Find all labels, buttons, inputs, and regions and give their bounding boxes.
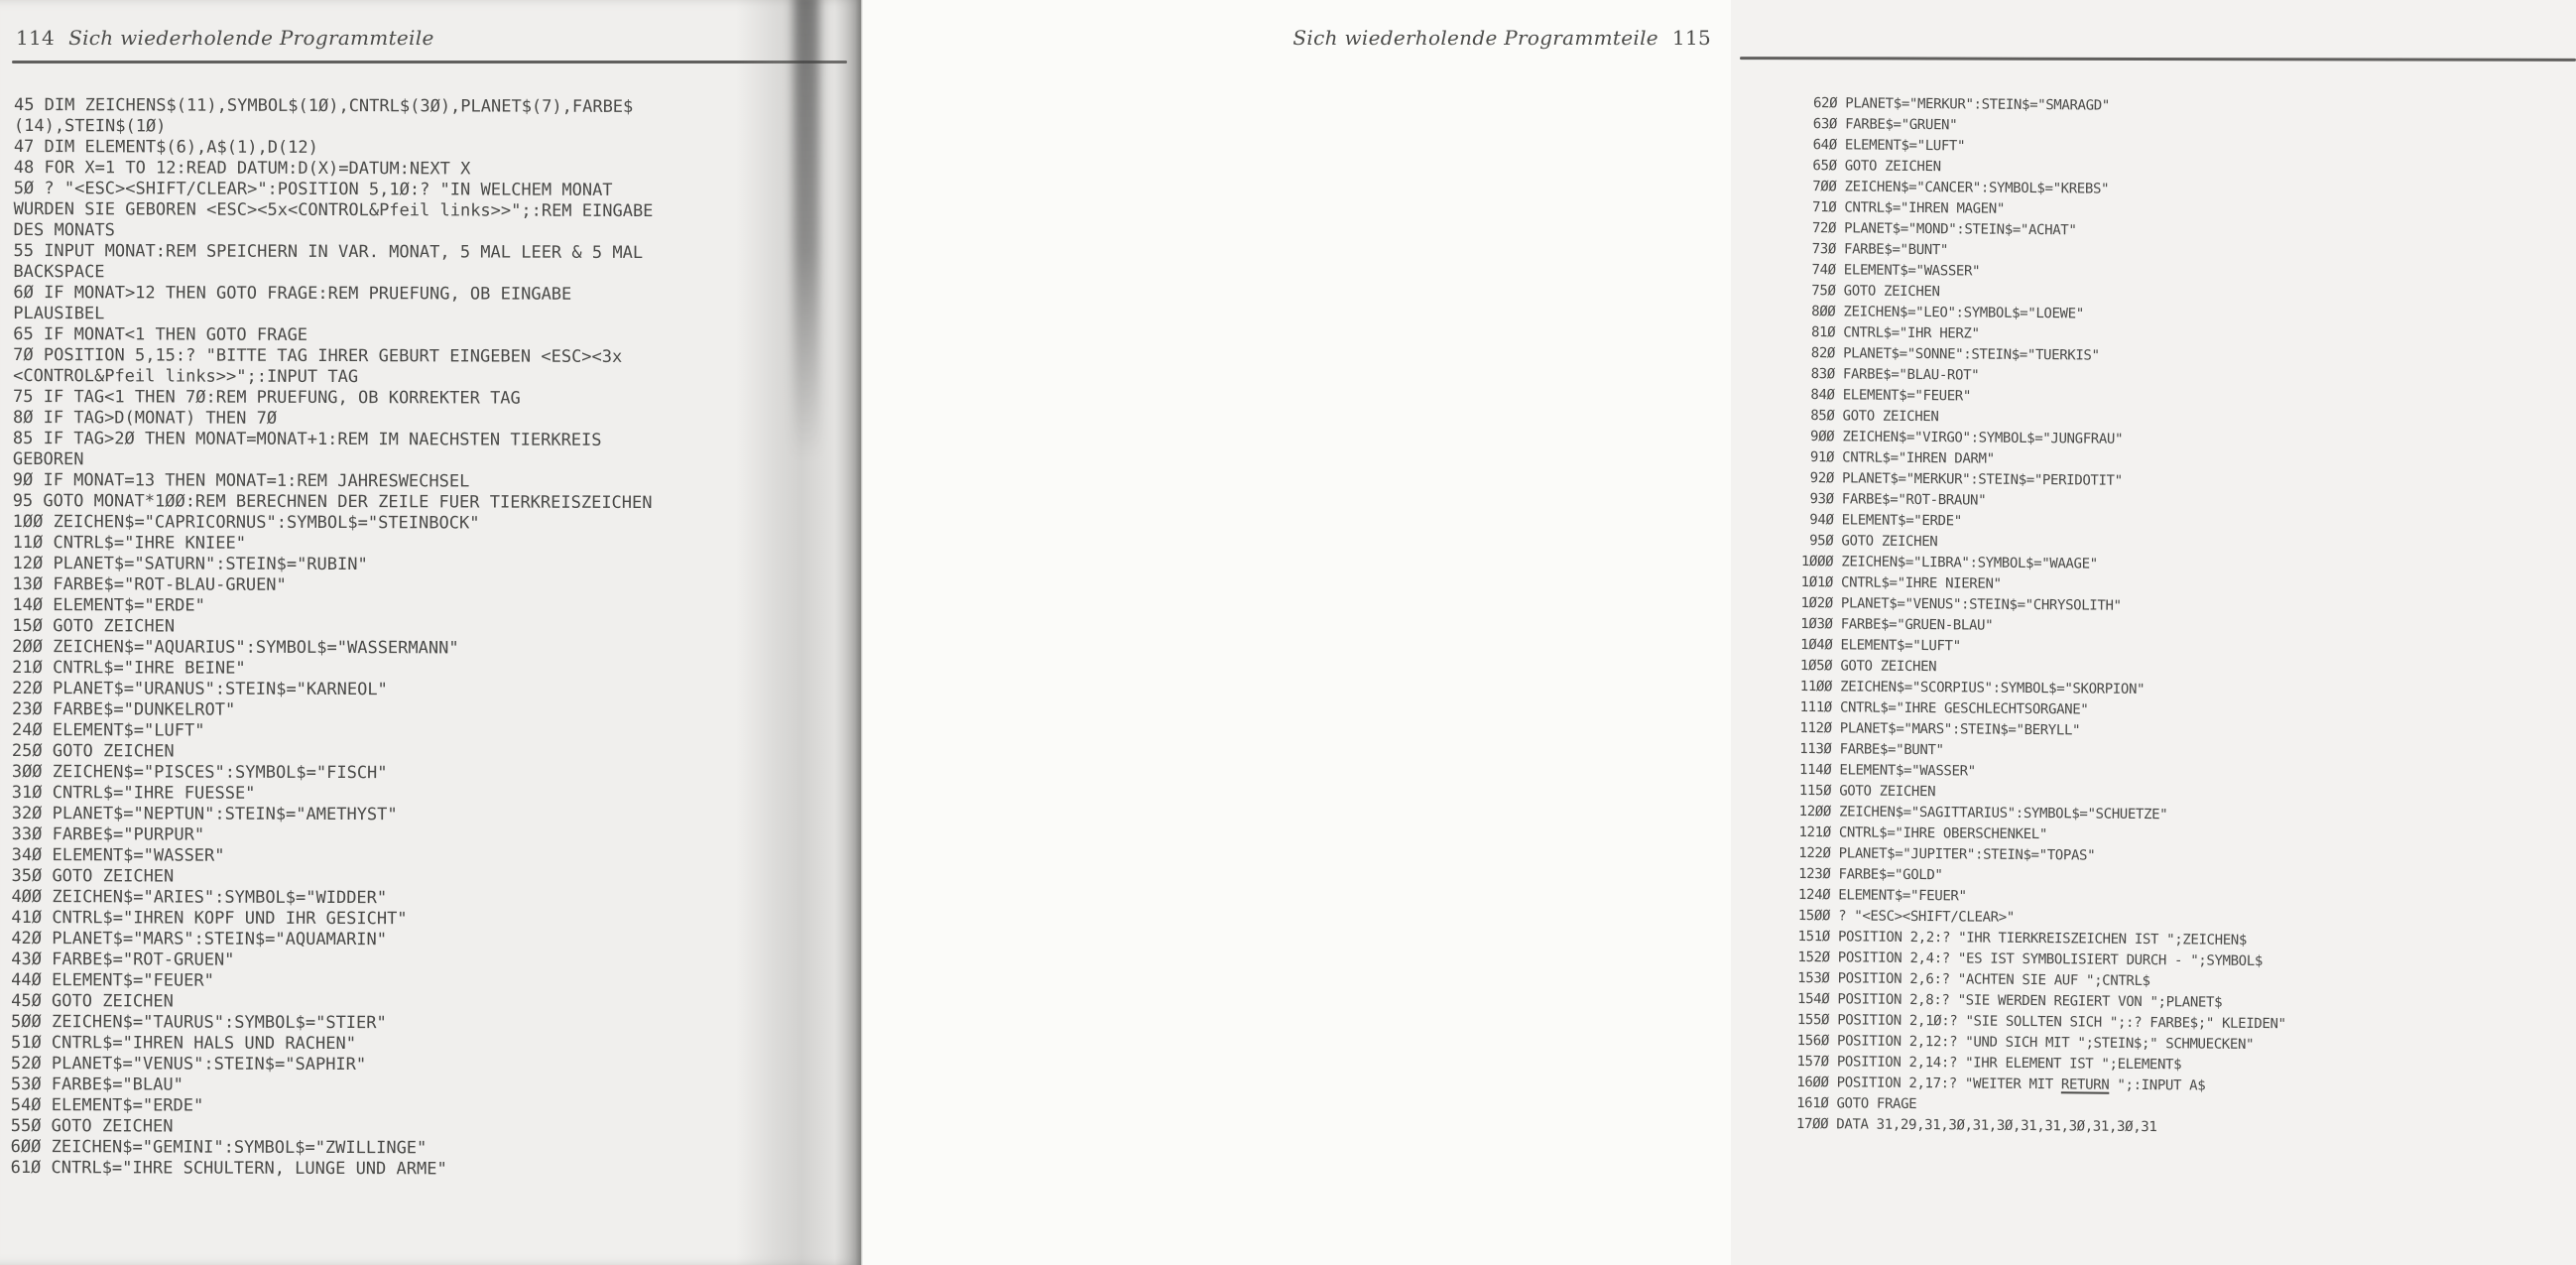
left-section-title: Sich wiederholende Programmteile xyxy=(68,26,434,50)
right-page xyxy=(861,0,2286,1265)
code-line: 12Ø PLANET$="SATURN":STEIN$="RUBIN" xyxy=(12,553,368,575)
code-line: 45 DIM ZEICHENS$(11),SYMBOL$(1Ø),CNTRL$(3Ø),PLANET$(7),FARBE$ xyxy=(13,95,634,117)
right-header-rule xyxy=(1740,57,2576,62)
left-page xyxy=(0,0,861,1265)
code-line: 71Ø CNTRL$="IHREN MAGEN" xyxy=(1803,198,2006,217)
code-line: 114Ø ELEMENT$="WASSER" xyxy=(1798,761,1976,780)
code-line: 121Ø CNTRL$="IHRE OBERSCHENKEL" xyxy=(1798,823,2048,843)
code-line: 45Ø GOTO ZEICHEN xyxy=(11,990,174,1012)
code-line: 1Ø2Ø PLANET$="VENUS":STEIN$="CHRYSOLITH" xyxy=(1800,594,2122,614)
right-section-title: Sich wiederholende Programmteile xyxy=(1292,26,1658,50)
code-line: 21Ø CNTRL$="IHRE BEINE" xyxy=(12,657,246,679)
code-line: 152Ø POSITION 2,4:? "ES IST SYMBOLISIERT DURCH - ";SYMBOL$ xyxy=(1797,949,2264,970)
code-line: WURDEN SIE GEBOREN <ESC><5x<CONTROL&Pfeil links>>";:REM EINGABE xyxy=(13,198,654,222)
code-line: GEBOREN xyxy=(12,448,84,470)
code-line: 25Ø GOTO ZEICHEN xyxy=(11,740,175,762)
code-line: 93Ø FARBE$="ROT-BRAUN" xyxy=(1801,490,1987,509)
code-line: 41Ø CNTRL$="IHREN KOPF UND IHR GESICHT" xyxy=(11,907,408,930)
code-line: 11ØØ ZEICHEN$="SCORPIUS":SYMBOL$="SKORPION" xyxy=(1799,678,2146,698)
code-line: 65 IF MONAT<1 THEN GOTO FRAGE xyxy=(13,323,308,345)
code-line: 82Ø PLANET$="SONNE":STEIN$="TUERKIS" xyxy=(1802,344,2100,364)
code-line: 81Ø CNTRL$="IHR HERZ" xyxy=(1802,323,1980,342)
code-line: 13Ø FARBE$="ROT-BLAU-GRUEN" xyxy=(12,573,287,595)
code-line: 151Ø POSITION 2,2:? "IHR TIERKREISZEICHEN IST ";ZEICHEN$ xyxy=(1797,928,2248,949)
code-line: 6Ø IF MONAT>12 THEN GOTO FRAGE:REM PRUEFUNG, OB EINGABE xyxy=(13,282,572,305)
code-line: 5Ø ? "<ESC><SHIFT/CLEAR>":POSITION 5,1Ø:? "IN WELCHEM MONAT xyxy=(13,178,613,200)
code-line: 5ØØ ZEICHEN$="TAURUS":SYMBOL$="STIER" xyxy=(11,1011,387,1034)
code-line: 9ØØ ZEICHEN$="VIRGO":SYMBOL$="JUNGFRAU" xyxy=(1801,428,2124,447)
code-line: 9Ø IF MONAT=13 THEN MONAT=1:REM JAHRESWECHSEL xyxy=(12,469,470,492)
code-line: 61Ø CNTRL$="IHRE SCHULTERN, LUNGE UND ARME" xyxy=(10,1157,447,1180)
left-header-rule xyxy=(12,61,847,63)
code-line: 35Ø GOTO ZEICHEN xyxy=(11,865,175,887)
code-line: 51Ø CNTRL$="IHREN HALS UND RACHEN" xyxy=(10,1032,357,1055)
code-line: 85Ø GOTO ZEICHEN xyxy=(1802,407,1939,426)
code-line: 33Ø FARBE$="PURPUR" xyxy=(11,823,205,845)
code-line: DES MONATS xyxy=(13,219,115,241)
code-line: 43Ø FARBE$="ROT-GRUEN" xyxy=(11,949,235,970)
code-line: 95Ø GOTO ZEICHEN xyxy=(1800,532,1938,551)
code-line: 63Ø FARBE$="GRUEN" xyxy=(1804,115,1958,134)
code-line: 2ØØ ZEICHEN$="AQUARIUS":SYMBOL$="WASSERMANN" xyxy=(12,636,459,659)
left-code-listing xyxy=(11,95,654,1181)
code-line: 15Ø GOTO ZEICHEN xyxy=(12,615,176,637)
code-line: 111Ø CNTRL$="IHRE GESCHLECHTSORGANE" xyxy=(1799,698,2089,718)
code-line: 74Ø ELEMENT$="WASSER" xyxy=(1803,261,1981,280)
code-line: 55Ø GOTO ZEICHEN xyxy=(10,1115,174,1137)
code-line: 3ØØ ZEICHEN$="PISCES":SYMBOL$="FISCH" xyxy=(11,761,388,784)
code-line: 11Ø CNTRL$="IHRE KNIEE" xyxy=(12,532,247,554)
code-line: 53Ø FARBE$="BLAU" xyxy=(10,1074,184,1095)
code-line: 95 GOTO MONAT*1ØØ:REM BERECHNEN DER ZEILE FUER TIERKREISZEICHEN xyxy=(12,490,653,514)
code-line: 156Ø POSITION 2,12:? "UND SICH MIT ";STEIN$;" SCHMUECKEN" xyxy=(1796,1032,2255,1053)
right-page-header xyxy=(1292,26,1711,50)
code-line: 1Ø4Ø ELEMENT$="LUFT" xyxy=(1800,636,1961,655)
code-line: 92Ø PLANET$="MERKUR":STEIN$="PERIDOTIT" xyxy=(1801,469,2123,489)
code-line: 8ØØ ZEICHEN$="LEO":SYMBOL$="LOEWE" xyxy=(1803,303,2084,322)
code-line: 42Ø PLANET$="MARS":STEIN$="AQUAMARIN" xyxy=(11,928,388,950)
code-line: 16ØØ POSITION 2,17:? "WEITER MIT RETURN ";:INPUT A$ xyxy=(1796,1074,2206,1094)
code-line: 24Ø ELEMENT$="LUFT" xyxy=(11,719,205,741)
code-line: 113Ø FARBE$="BUNT" xyxy=(1799,740,1944,759)
code-line: 1Ø1Ø CNTRL$="IHRE NIEREN" xyxy=(1800,573,2002,592)
code-line: 1ØØ ZEICHEN$="CAPRICORNUS":SYMBOL$="STEINBOCK" xyxy=(12,511,480,534)
code-line: 73Ø FARBE$="BUNT" xyxy=(1803,240,1949,259)
code-line: 75Ø GOTO ZEICHEN xyxy=(1803,282,1940,301)
code-line: 32Ø PLANET$="NEPTUN":STEIN$="AMETHYST" xyxy=(11,803,398,825)
right-code-listing xyxy=(1796,93,2294,1139)
code-line: 34Ø ELEMENT$="WASSER" xyxy=(11,844,225,866)
code-line: 7ØØ ZEICHEN$="CANCER":SYMBOL$="KREBS" xyxy=(1804,178,2110,197)
code-line: 47 DIM ELEMENT$(6),A$(1),D(12) xyxy=(13,136,318,158)
code-line: 122Ø PLANET$="JUPITER":STEIN$="TOPAS" xyxy=(1798,844,2096,864)
code-line: 153Ø POSITION 2,6:? "ACHTEN SIE AUF ";CNTRL$ xyxy=(1797,969,2150,990)
code-line: 157Ø POSITION 2,14:? "IHR ELEMENT IST ";ELEMENT$ xyxy=(1796,1053,2182,1074)
code-line: <CONTROL&Pfeil links>>";:INPUT TAG xyxy=(13,365,359,388)
right-page-number: 115 xyxy=(1671,26,1711,50)
code-line: 155Ø POSITION 2,1Ø:? "SIE SOLLTEN SICH ";:? FARBE$;" KLEIDEN" xyxy=(1796,1011,2286,1033)
code-line: 84Ø ELEMENT$="FEUER" xyxy=(1802,386,1972,405)
code-line: 123Ø FARBE$="GOLD" xyxy=(1798,865,1943,884)
code-line: 4ØØ ZEICHEN$="ARIES":SYMBOL$="WIDDER" xyxy=(11,886,388,909)
code-line: 44Ø ELEMENT$="FEUER" xyxy=(11,969,214,991)
code-line: 64Ø ELEMENT$="LUFT" xyxy=(1804,136,1966,155)
code-line: 124Ø ELEMENT$="FEUER" xyxy=(1797,886,1967,905)
code-line: 23Ø FARBE$="DUNKELROT" xyxy=(12,698,236,720)
code-line: 1Ø5Ø GOTO ZEICHEN xyxy=(1799,657,1937,676)
code-line: 22Ø PLANET$="URANUS":STEIN$="KARNEOL" xyxy=(12,678,388,700)
code-line: 55 INPUT MONAT:REM SPEICHERN IN VAR. MONAT, 5 MAL LEER & 5 MAL xyxy=(13,240,644,263)
code-line: 83Ø FARBE$="BLAU-ROT" xyxy=(1802,365,1980,384)
code-line: 52Ø PLANET$="VENUS":STEIN$="SAPHIR" xyxy=(10,1053,367,1075)
code-line: 54Ø ELEMENT$="ERDE" xyxy=(10,1094,204,1116)
code-line: 65Ø GOTO ZEICHEN xyxy=(1804,157,1941,176)
code-line: 6ØØ ZEICHEN$="GEMINI":SYMBOL$="ZWILLINGE" xyxy=(10,1136,428,1159)
code-line: 91Ø CNTRL$="IHREN DARM" xyxy=(1801,448,1995,467)
code-line: BACKSPACE xyxy=(13,261,105,283)
code-line: PLAUSIBEL xyxy=(13,303,105,324)
code-line: 17ØØ DATA 31,29,31,3Ø,31,3Ø,31,31,3Ø,31,3Ø,31 xyxy=(1795,1115,2157,1136)
code-line: 115Ø GOTO ZEICHEN xyxy=(1798,782,1936,801)
code-line: 72Ø PLANET$="MOND":STEIN$="ACHAT" xyxy=(1803,219,2077,239)
code-line: 1ØØØ ZEICHEN$="LIBRA":SYMBOL$="WAAGE" xyxy=(1800,553,2098,572)
code-line: 62Ø PLANET$="MERKUR":STEIN$="SMARAGD" xyxy=(1804,94,2110,114)
code-line: 161Ø GOTO FRAGE xyxy=(1796,1094,1917,1113)
code-line: 1Ø3Ø FARBE$="GRUEN-BLAU" xyxy=(1800,615,1994,634)
code-line: 75 IF TAG<1 THEN 7Ø:REM PRUEFUNG, OB KORREKTER TAG xyxy=(13,386,521,409)
left-page-header xyxy=(16,26,434,50)
code-line: 85 IF TAG>2Ø THEN MONAT=MONAT+1:REM IM NAECHSTEN TIERKREIS xyxy=(12,428,602,450)
code-line: 8Ø IF TAG>D(MONAT) THEN 7Ø xyxy=(12,407,278,429)
code-line: 48 FOR X=1 TO 12:READ DATUM:D(X)=DATUM:NEXT X xyxy=(13,157,471,180)
code-line: 112Ø PLANET$="MARS":STEIN$="BERYLL" xyxy=(1799,719,2081,739)
left-page-number: 114 xyxy=(16,26,56,50)
code-line: 14Ø ELEMENT$="ERDE" xyxy=(12,594,205,616)
code-line: 7Ø POSITION 5,15:? "BITTE TAG IHRER GEBURT EINGEBEN <ESC><3x xyxy=(13,344,623,367)
code-line: 12ØØ ZEICHEN$="SAGITTARIUS":SYMBOL$="SCHUETZE" xyxy=(1798,803,2168,823)
code-line: 15ØØ ? "<ESC><SHIFT/CLEAR>" xyxy=(1797,907,2015,926)
code-line: (14),STEIN$(1Ø) xyxy=(13,115,167,137)
code-line: 31Ø CNTRL$="IHRE FUESSE" xyxy=(11,782,256,804)
code-line: 154Ø POSITION 2,8:? "SIE WERDEN REGIERT VON ";PLANET$ xyxy=(1796,990,2223,1011)
code-line: 94Ø ELEMENT$="ERDE" xyxy=(1801,511,1962,530)
